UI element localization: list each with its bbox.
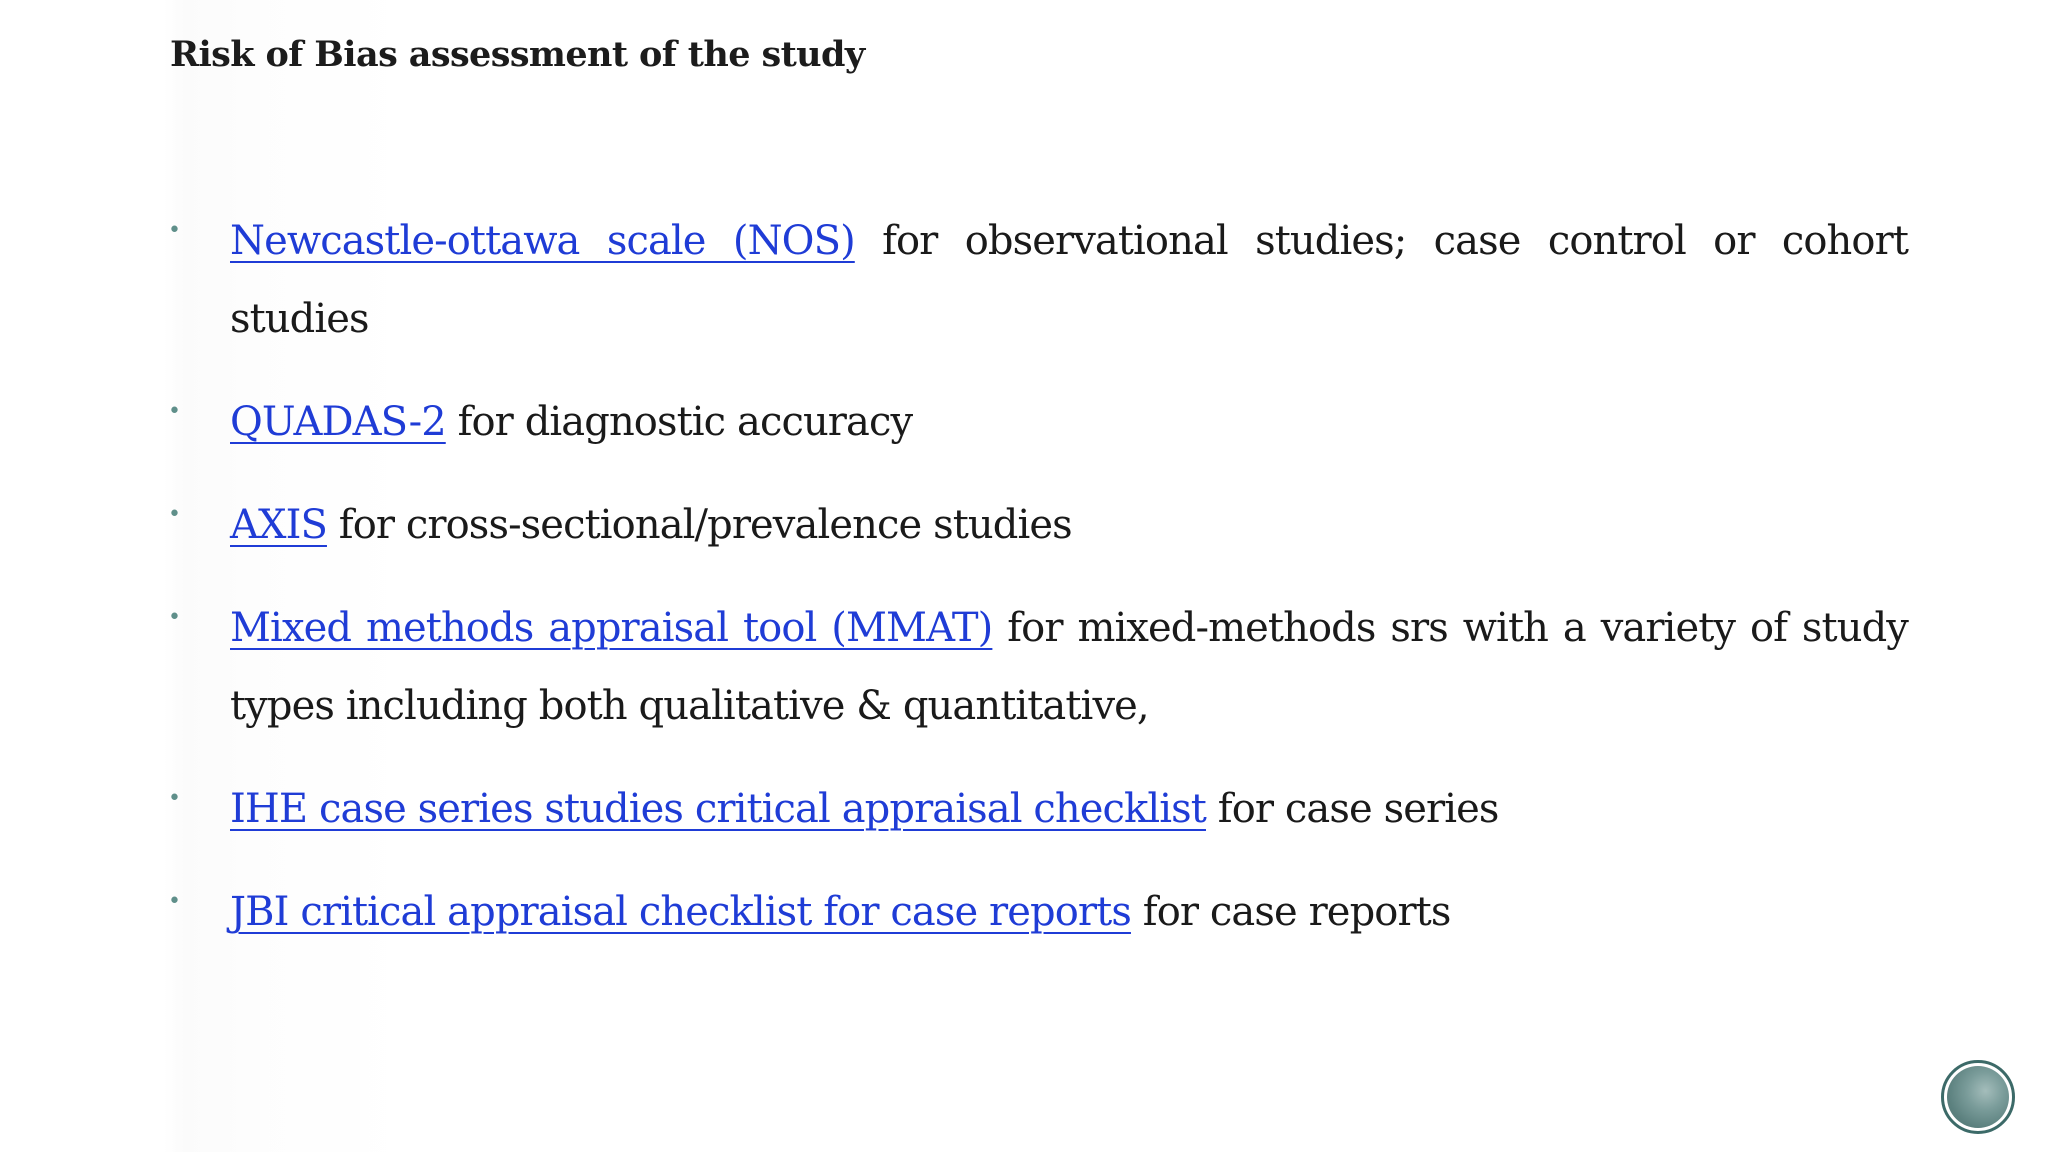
item-text: for diagnostic accuracy — [445, 399, 913, 445]
slide-title: Risk of Bias assessment of the study — [170, 34, 865, 75]
item-text: for mixed-methods srs with a variety of study types including both qualitative & quantitative, — [230, 605, 1909, 729]
bullet-icon: • — [168, 786, 181, 811]
bullet-icon: • — [168, 502, 181, 527]
bullet-icon: • — [168, 399, 181, 424]
bullet-icon: • — [168, 218, 181, 243]
list-item-jbi — [168, 873, 1908, 951]
link-jbi-checklist[interactable]: JBI critical appraisal checklist for case reports — [230, 889, 1131, 935]
link-nos[interactable]: Newcastle-ottawa scale (NOS) — [230, 218, 855, 264]
bullet-list — [168, 202, 1908, 976]
link-axis[interactable]: AXIS — [230, 502, 327, 548]
list-item-quadas — [168, 383, 1908, 461]
item-text: for case reports — [1130, 889, 1451, 935]
item-text: for case series — [1205, 786, 1499, 832]
bullet-icon: • — [168, 889, 181, 914]
item-text: for observational studies; case control or cohort studies — [230, 218, 1908, 342]
logo-badge-icon — [1941, 1060, 2015, 1134]
list-item-mmat — [168, 589, 1908, 745]
list-item-nos — [168, 202, 1908, 358]
logo-badge-inner — [1947, 1066, 2009, 1128]
link-quadas-2[interactable]: QUADAS-2 — [230, 399, 446, 445]
list-item-ihe — [168, 770, 1908, 848]
link-mmat[interactable]: Mixed methods appraisal tool (MMAT) — [230, 605, 993, 651]
list-item-axis — [168, 486, 1908, 564]
bullet-icon: • — [168, 605, 181, 630]
link-ihe-checklist[interactable]: IHE case series studies critical appraisal checklist — [230, 786, 1206, 832]
item-text: for cross-sectional/prevalence studies — [326, 502, 1072, 548]
